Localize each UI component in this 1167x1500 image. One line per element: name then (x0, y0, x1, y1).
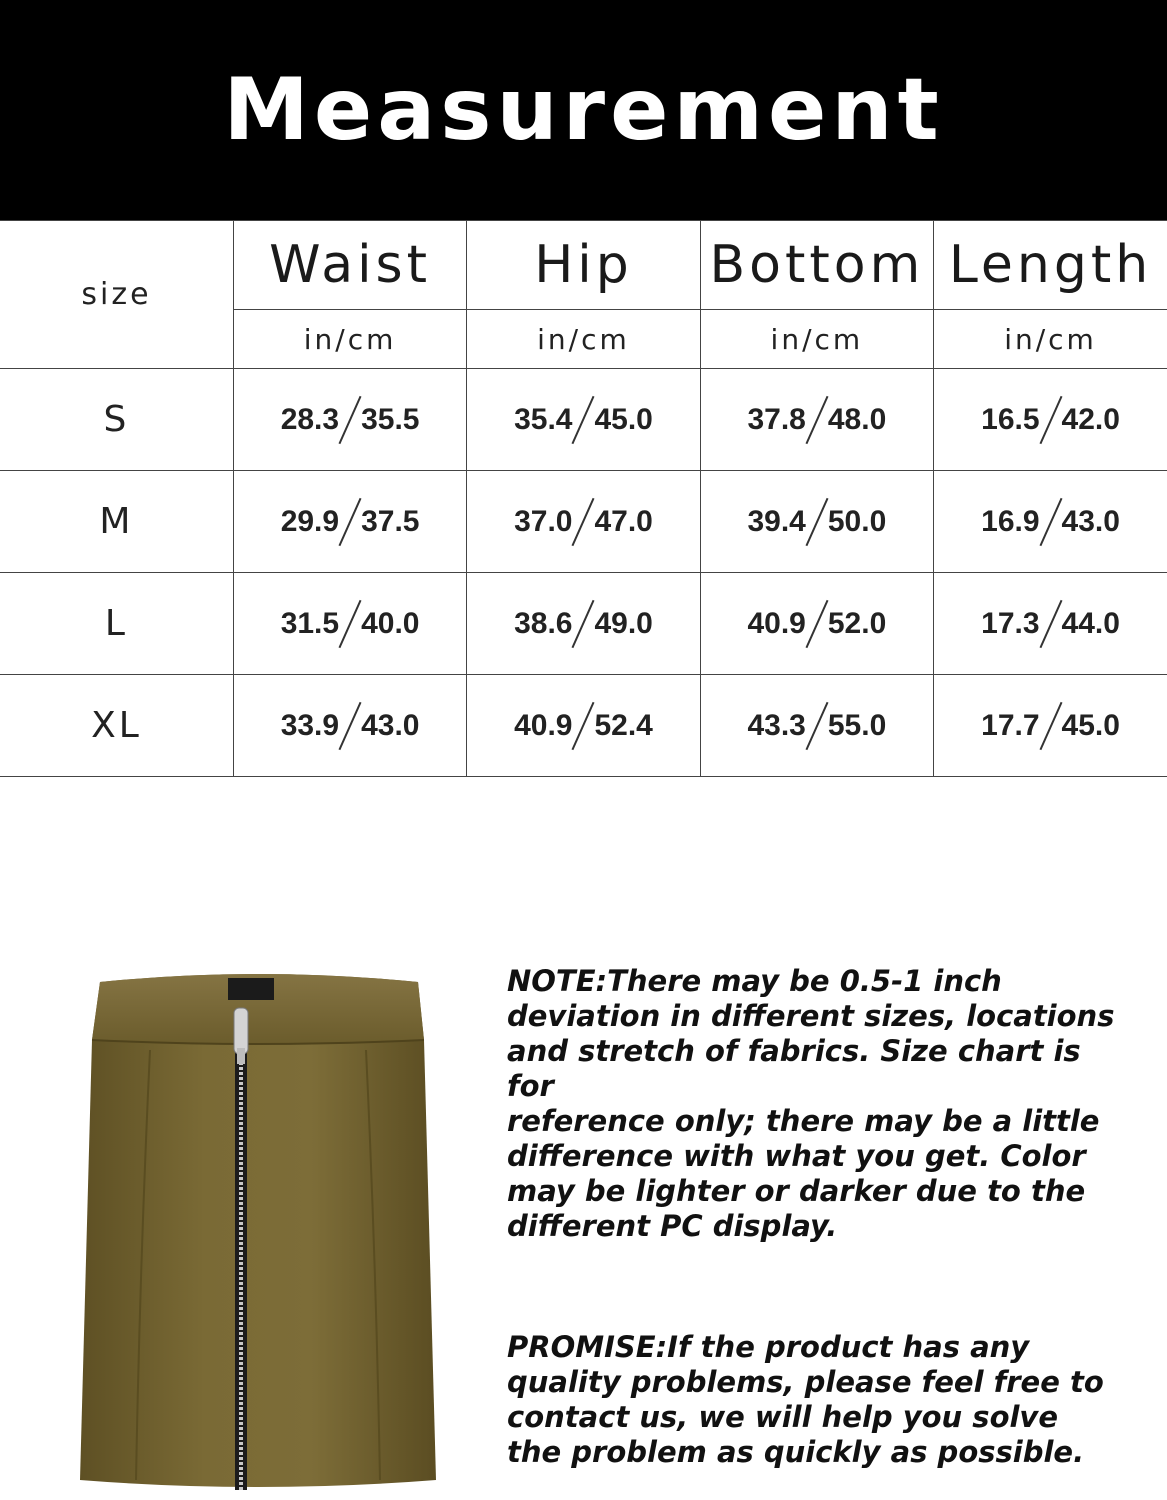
slash-divider (339, 701, 362, 749)
table-row (0, 675, 1167, 777)
size-value: M (99, 501, 134, 542)
slash-divider (339, 497, 362, 545)
unit-cell (700, 310, 933, 369)
slash-divider (1039, 497, 1062, 545)
slash-divider (572, 497, 595, 545)
inch-value: 33.9 (280, 708, 340, 742)
table-row (0, 369, 1167, 471)
value-cell (233, 675, 466, 777)
measurement-value (514, 700, 653, 752)
column-label: Waist (269, 235, 432, 295)
inch-value: 17.7 (981, 708, 1040, 742)
column-header-bottom (700, 221, 933, 310)
column-label: Length (948, 235, 1153, 295)
slash-divider (339, 395, 362, 443)
measurement-value (747, 496, 886, 548)
size-cell (0, 573, 233, 675)
unit-label: in/cm (303, 322, 397, 356)
column-label: Hip (534, 235, 633, 295)
cm-value: 50.0 (827, 504, 887, 538)
cm-value: 45.0 (594, 402, 653, 436)
slash-divider (1039, 395, 1062, 443)
table-row (0, 471, 1167, 573)
cm-value: 42.0 (1061, 402, 1120, 436)
cm-value: 49.0 (594, 606, 653, 640)
measurement-value (281, 496, 420, 548)
slash-divider (572, 395, 595, 443)
value-cell (467, 471, 700, 573)
column-header-length (934, 221, 1167, 310)
cm-value: 37.5 (361, 504, 420, 538)
note-line: deviation in different sizes, locations (507, 999, 1115, 1033)
inch-value: 17.3 (981, 606, 1040, 640)
inch-value: 37.8 (747, 402, 806, 436)
promise-line: contact us, we will help you solve (507, 1400, 1058, 1434)
measurement-value (281, 394, 420, 446)
value-cell (934, 675, 1167, 777)
cm-value: 44.0 (1061, 606, 1120, 640)
unit-cell (233, 310, 466, 369)
slash-divider (805, 497, 828, 545)
measurement-value (747, 394, 886, 446)
value-cell (700, 675, 933, 777)
value-cell (934, 471, 1167, 573)
inch-value: 40.9 (747, 606, 806, 640)
unit-label: in/cm (537, 322, 630, 356)
table-row (0, 573, 1167, 675)
measurement-value (981, 394, 1120, 446)
measurement-value (514, 598, 653, 650)
size-chart-table (0, 220, 1167, 777)
unit-cell (934, 310, 1167, 369)
cm-value: 55.0 (827, 708, 887, 742)
cm-value: 35.5 (361, 402, 420, 436)
note-line: reference only; there may be a little (507, 1104, 1100, 1138)
slash-divider (339, 599, 362, 647)
cm-value: 52.4 (594, 708, 653, 742)
slash-divider (1039, 599, 1062, 647)
cm-value: 45.0 (1061, 708, 1120, 742)
slash-divider (572, 701, 595, 749)
unit-label: in/cm (770, 322, 864, 356)
promise-line: PROMISE:If the product has any (507, 1330, 1030, 1364)
promise-line: quality problems, please feel free to (507, 1365, 1104, 1399)
size-column-header (0, 221, 233, 369)
promise-text (507, 1330, 1127, 1470)
table-header-row (0, 221, 1167, 310)
zipper-pull-icon (234, 1008, 248, 1054)
note-line: different PC display. (507, 1209, 838, 1243)
slash-divider (805, 599, 828, 647)
unit-cell (467, 310, 700, 369)
page-title: Measurement (223, 60, 944, 160)
note-line: difference with what you get. Color (507, 1139, 1086, 1173)
column-label: Bottom (709, 235, 925, 295)
value-cell (467, 573, 700, 675)
value-cell (700, 369, 933, 471)
measurement-value (981, 598, 1120, 650)
skirt-product-image (78, 960, 438, 1500)
slash-divider (1039, 701, 1062, 749)
value-cell (233, 573, 466, 675)
value-cell (700, 573, 933, 675)
promise-line: the problem as quickly as possible. (507, 1435, 1085, 1469)
inch-value: 29.9 (280, 504, 340, 538)
column-header-waist (233, 221, 466, 310)
size-label: size (81, 277, 152, 312)
unit-label: in/cm (1004, 322, 1097, 356)
slash-divider (572, 599, 595, 647)
measurement-value (981, 496, 1120, 548)
note-line: and stretch of fabrics. Size chart is for (507, 1034, 1081, 1103)
value-cell (233, 471, 466, 573)
value-cell (467, 675, 700, 777)
inch-value: 43.3 (747, 708, 806, 742)
cm-value: 43.0 (361, 708, 420, 742)
header-banner (0, 0, 1167, 220)
note-line: may be lighter or darker due to the (507, 1174, 1086, 1208)
slash-divider (805, 701, 828, 749)
zipper-slider (237, 1048, 245, 1064)
value-cell (934, 573, 1167, 675)
note-text (507, 964, 1127, 1244)
inch-value: 39.4 (747, 504, 806, 538)
cm-value: 40.0 (361, 606, 420, 640)
cm-value: 43.0 (1061, 504, 1120, 538)
waistband-label (228, 978, 274, 1000)
measurement-value (514, 496, 653, 548)
size-value: S (103, 399, 130, 440)
measurement-value (514, 394, 653, 446)
value-cell (467, 369, 700, 471)
inch-value: 40.9 (514, 708, 573, 742)
slash-divider (805, 395, 828, 443)
value-cell (233, 369, 466, 471)
value-cell (934, 369, 1167, 471)
size-cell (0, 471, 233, 573)
cm-value: 48.0 (827, 402, 887, 436)
inch-value: 35.4 (514, 402, 573, 436)
value-cell (700, 471, 933, 573)
measurement-value (747, 700, 886, 752)
measurement-value (281, 700, 420, 752)
inch-value: 16.9 (981, 504, 1040, 538)
skirt-body (80, 974, 436, 1487)
inch-value: 38.6 (514, 606, 573, 640)
measurement-value (981, 700, 1120, 752)
cm-value: 52.0 (827, 606, 887, 640)
note-line: NOTE:There may be 0.5-1 inch (507, 964, 1002, 998)
measurement-value (747, 598, 886, 650)
size-value: XL (91, 705, 142, 746)
inch-value: 28.3 (280, 402, 340, 436)
measurement-value (281, 598, 420, 650)
size-cell (0, 675, 233, 777)
inch-value: 37.0 (514, 504, 573, 538)
column-header-hip (467, 221, 700, 310)
inch-value: 16.5 (981, 402, 1040, 436)
cm-value: 47.0 (594, 504, 653, 538)
size-cell (0, 369, 233, 471)
inch-value: 31.5 (280, 606, 340, 640)
size-value: L (104, 603, 128, 644)
